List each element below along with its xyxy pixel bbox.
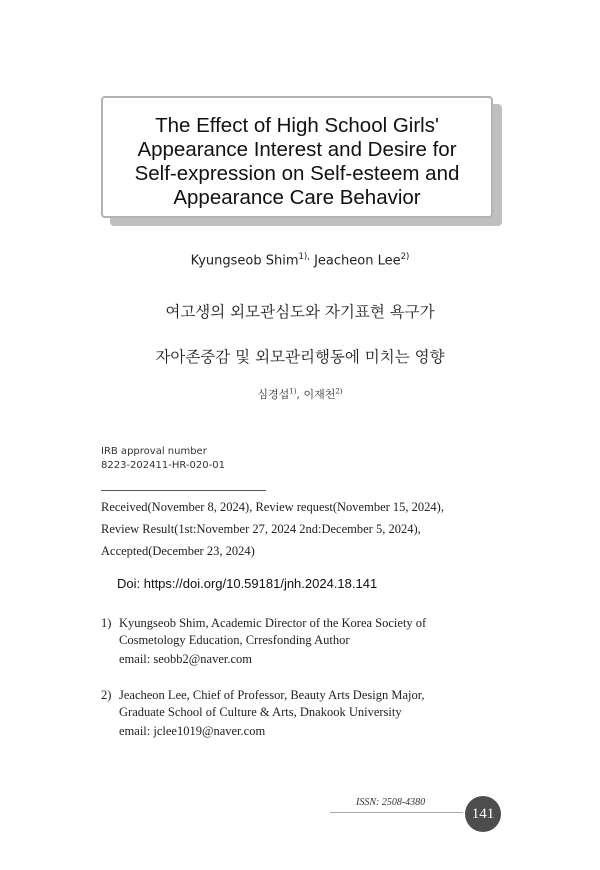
footnote-1-email: email: seobb2@naver.com	[119, 652, 253, 666]
title-en-line-3: Self-expression on Self-esteem and	[134, 162, 460, 185]
footnote-1-marker: 1)	[101, 616, 112, 630]
author-en-1-mark: 1),	[298, 252, 310, 262]
issn: ISSN: 2508-4380	[356, 797, 426, 808]
footnote-2-email: email: jclee1019@naver.com	[119, 724, 266, 738]
author-en-2-mark: 2)	[400, 252, 410, 262]
title-box	[101, 96, 493, 218]
author-ko-1: 심경섭	[257, 388, 290, 401]
footnote-1-line-2: Cosmetology Education, Crresfonding Author	[119, 633, 350, 647]
issn-rule	[330, 812, 463, 813]
dates-line-3: Accepted(December 23, 2024)	[101, 544, 255, 558]
authors-en	[0, 252, 600, 268]
title-en-line-2: Appearance Interest and Desire for	[137, 138, 457, 161]
divider	[101, 490, 266, 491]
irb-number: 8223-202411-HR-020-01	[101, 460, 225, 471]
author-ko-2: 이재천	[303, 388, 336, 401]
footnote-2-marker: 2)	[101, 688, 112, 702]
dates-line-2: Review Result(1st:November 27, 2024 2nd:December 5, 2024),	[101, 522, 421, 536]
title-en-line-1: The Effect of High School Girls'	[155, 114, 439, 137]
author-en-2: Jeacheon Lee	[314, 253, 401, 269]
footnote-2-line-2: Graduate School of Culture & Arts, Dnakook University	[119, 705, 402, 719]
author-ko-1-mark: 1)	[289, 387, 297, 396]
author-ko-separator: ,	[296, 388, 304, 401]
dates-line-1: Received(November 8, 2024), Review request(November 15, 2024),	[101, 500, 444, 514]
title-ko-line-1: 여고생의 외모관심도와 자기표현 욕구가	[165, 303, 435, 321]
footnote-2-line-1: Jeacheon Lee, Chief of Professor, Beauty Arts Design Major,	[119, 688, 425, 702]
title-ko-line-2: 자아존중감 및 외모관리행동에 미치는 영향	[155, 348, 445, 366]
author-ko-2-mark: 2)	[335, 387, 343, 396]
page-number-badge: 141	[465, 796, 501, 832]
author-en-1: Kyungseob Shim	[190, 253, 299, 269]
footnote-1-line-1: Kyungseob Shim, Academic Director of the Korea Society of	[119, 616, 427, 630]
authors-ko	[0, 386, 600, 402]
title-en-line-4: Appearance Care Behavior	[173, 186, 421, 209]
irb-label: IRB approval number	[101, 446, 207, 457]
doi-link[interactable]: Doi: https://doi.org/10.59181/jnh.2024.18.141	[117, 576, 378, 591]
